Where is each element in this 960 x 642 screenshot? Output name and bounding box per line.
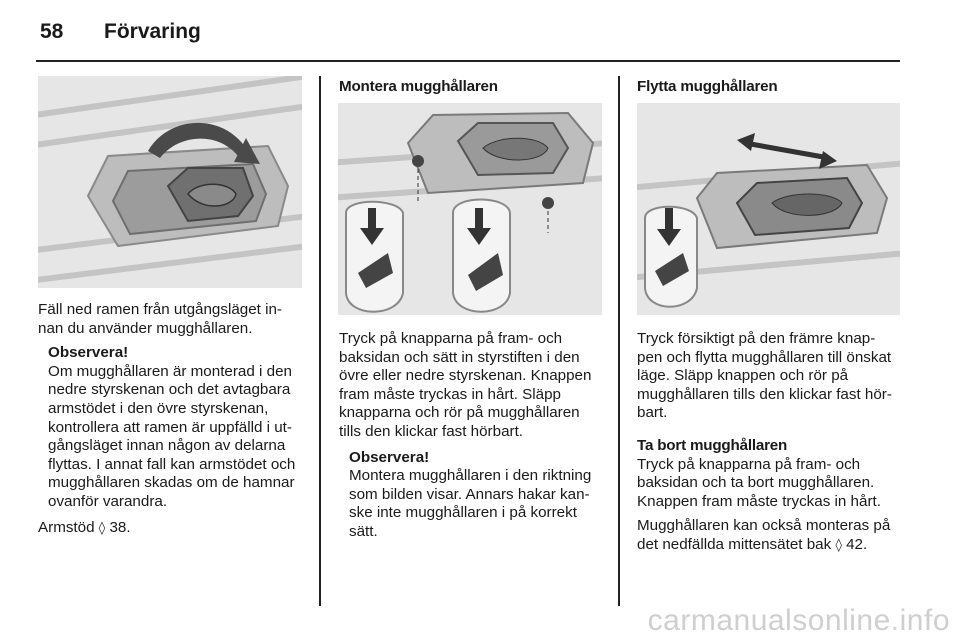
body-line: mugghållaren tills den klickar fast hör- bbox=[637, 385, 892, 403]
cross-reference-armstod[interactable] bbox=[38, 519, 308, 539]
cross-reference-mittensate[interactable] bbox=[637, 536, 909, 556]
fold-frame-drawing bbox=[38, 76, 302, 288]
note-line: ske inte mugghållaren i på korrekt bbox=[349, 504, 577, 522]
illustration-mount-cupholder bbox=[338, 103, 602, 315]
note-line: flyttas. I annat fall kan armstödet och bbox=[48, 455, 296, 473]
note-block-1 bbox=[38, 344, 308, 511]
intro-line-2: nan du använder mugghållaren. bbox=[38, 319, 253, 337]
body-line: läge. Släpp knappen och rör på bbox=[637, 367, 849, 385]
page-title: Förvaring bbox=[104, 20, 201, 43]
page-reference-icon: ◊ bbox=[835, 537, 842, 553]
body-line: Tryck på knapparna på fram- och bbox=[637, 455, 861, 473]
section-heading-mount: Montera mugghållaren bbox=[339, 78, 498, 95]
column-2-text bbox=[339, 330, 611, 542]
note-line: gångsläget innan någon av delarna bbox=[48, 437, 286, 455]
note-line: Montera mugghållaren i den riktning bbox=[349, 467, 592, 485]
illustration-fold-down-frame bbox=[38, 76, 302, 288]
mount-cupholder-drawing bbox=[338, 103, 602, 315]
note-line: ovanför varandra. bbox=[48, 492, 168, 510]
body-line: bart. bbox=[637, 404, 668, 422]
body-line: Knappen fram måste tryckas in hårt. bbox=[637, 492, 881, 510]
note-block-2 bbox=[339, 449, 611, 542]
body-line: knapparna och rör på mugghållaren bbox=[339, 404, 580, 422]
reference-page: 38. bbox=[109, 518, 131, 536]
body-line: Tryck på knapparna på fram- och bbox=[339, 330, 563, 347]
note-line: sätt. bbox=[349, 522, 378, 540]
column-divider-1 bbox=[319, 76, 321, 606]
body-line: fram måste tryckas in hårt. Släpp bbox=[339, 385, 561, 403]
body-line: Tryck försiktigt på den främre knap- bbox=[637, 330, 876, 347]
note-line: Om mugghållaren är monterad i den bbox=[48, 362, 292, 380]
body-line: baksidan och sätt in styrstiften i den bbox=[339, 348, 580, 366]
note-heading: Observera! bbox=[349, 448, 430, 466]
intro-line-1: Fäll ned ramen från utgångsläget in- bbox=[38, 301, 282, 318]
column-3-text bbox=[637, 330, 909, 556]
watermark: carmanualsonline.info bbox=[647, 604, 950, 637]
column-3-heading-wrap bbox=[637, 78, 907, 97]
column-1-text bbox=[38, 301, 308, 538]
illustration-move-cupholder bbox=[637, 103, 900, 315]
note-line: kontrollera att ramen är uppfälld i ut- bbox=[48, 418, 292, 436]
body-line: Mugghållaren kan också monteras på bbox=[637, 517, 891, 535]
reference-text: Armstöd bbox=[38, 518, 95, 536]
note-heading: Observera! bbox=[48, 344, 129, 362]
note-line: armstödet i den övre styrskenan, bbox=[48, 399, 269, 417]
note-line: nedre styrskenan och det avtagbara bbox=[48, 381, 291, 399]
column-divider-2 bbox=[618, 76, 620, 606]
section-heading-move: Flytta mugghållaren bbox=[637, 78, 778, 95]
header-rule bbox=[36, 60, 900, 62]
section-heading-remove: Ta bort mugghållaren bbox=[637, 436, 788, 454]
reference-text: det nedfällda mittensätet bak bbox=[637, 535, 832, 553]
note-line: mugghållaren skadas om de hamnar bbox=[48, 474, 295, 492]
body-line: övre eller nedre styrskenan. Knappen bbox=[339, 367, 592, 385]
body-line: tills den klickar fast hörbart. bbox=[339, 422, 524, 440]
move-cupholder-drawing bbox=[637, 103, 900, 315]
page-reference-icon: ◊ bbox=[98, 520, 106, 536]
column-2-heading-wrap bbox=[339, 78, 609, 97]
body-line: pen och flytta mugghållaren till önskat bbox=[637, 348, 892, 366]
note-line: som bilden visar. Annars hakar kan- bbox=[349, 485, 590, 503]
body-line: baksidan och ta bort mugghållaren. bbox=[637, 474, 875, 492]
reference-page: 42. bbox=[846, 535, 868, 553]
page-number: 58 bbox=[40, 20, 64, 43]
